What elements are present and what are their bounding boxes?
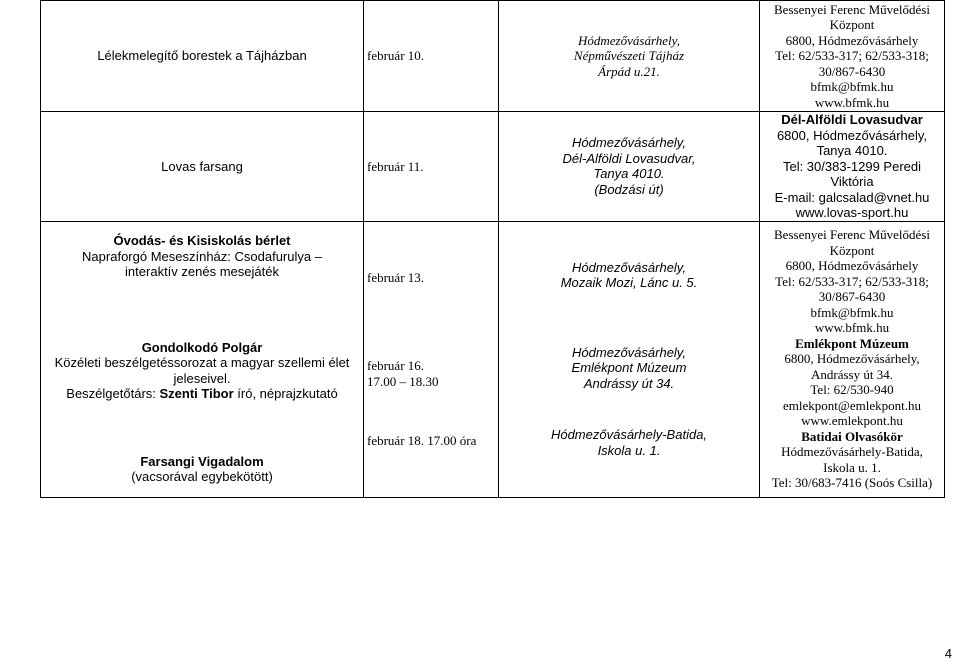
event-place: Hódmezővásárhely, Népművészeti Tájház Árpád u.21. (499, 1, 760, 112)
organizer-name: Bessenyei Ferenc Művelődési Központ (774, 1, 930, 33)
table-row (41, 1, 945, 112)
organizer-name: Dél-Alföldi Lovasudvar (781, 112, 923, 127)
organizer-info: Bessenyei Ferenc Művelődési Központ 6800, Hódmezővásárhely Tel: 62/533-317; 62/533-318; 30/867-6430 bfmk@bfmk.hu www.bfmk.hu (760, 1, 945, 112)
event-titles: Óvodás- és Kisiskolás bérlet Napraforgó Meseszínház: Csodafurulya – interaktív zenés mesejáték Gondolkodó Polgár Közéleti beszélgetéssorozat a magyar szellemi élet jeleseivel. Beszélgetőtárs: Szenti Tibor író, néprajzkutató Farsangi Vigadalom (vacsorával egybekötött) (41, 221, 364, 497)
event-place: Hódmezővásárhely, Dél-Alföldi Lovasudvar, Tanya 4010. (Bodzási út) (499, 112, 760, 222)
event-places: Hódmezővásárhely, Mozaik Mozi, Lánc u. 5. Hódmezővásárhely, Emlékpont Múzeum Andrássy út 34. Hódmezővásárhely-Batida, Iskola u. 1. (499, 221, 760, 497)
event-date: február 11. (364, 112, 499, 222)
event-dates: február 13. február 16. 17.00 – 18.30 február 18. 17.00 óra (364, 221, 499, 497)
events-table (40, 0, 945, 498)
organizer-info: Bessenyei Ferenc Művelődési Központ 6800, Hódmezővásárhely Tel: 62/533-317; 62/533-318; 30/867-6430 bfmk@bfmk.hu www.bfmk.hu Emlékpont Múzeum 6800, Hódmezővásárhely, Andrássy út 34. Tel: 62/530-940 emlekpont@emlekpont.hu www.emlekpont.hu Batidai Olvasókör Hódmezővásárhely-Batida, Iskola u. 1. Tel: 30/683-7416 (Soós Csilla) (760, 221, 945, 497)
organizer-name: Emlékpont Múzeum (795, 335, 909, 351)
event-date: február 10. (364, 1, 499, 112)
event-title: Lélekmelegítő borestek a Tájházban (41, 1, 364, 112)
organizer-info: Dél-Alföldi Lovasudvar 6800, Hódmezővásárhely, Tanya 4010. Tel: 30/383-1299 Peredi Viktória E-mail: galcsalad@vnet.hu www.lovas-sport.hu (760, 112, 945, 222)
organizer-name: Batidai Olvasókör (801, 428, 903, 444)
event-date: február 13. (367, 269, 425, 285)
page-number: 4 (944, 646, 952, 661)
event-date: február 18. 17.00 óra (367, 433, 477, 448)
table-row (41, 221, 945, 497)
event-title: Farsangi Vigadalom (140, 453, 264, 469)
event-title: Gondolkodó Polgár (141, 339, 263, 355)
event-title: Óvodás- és Kisiskolás bérlet (113, 233, 291, 249)
event-date: február 16. (367, 358, 425, 373)
event-title: Lovas farsang (41, 112, 364, 222)
table-row (41, 112, 945, 222)
organizer-name: Bessenyei Ferenc Művelődési Központ (774, 227, 930, 258)
